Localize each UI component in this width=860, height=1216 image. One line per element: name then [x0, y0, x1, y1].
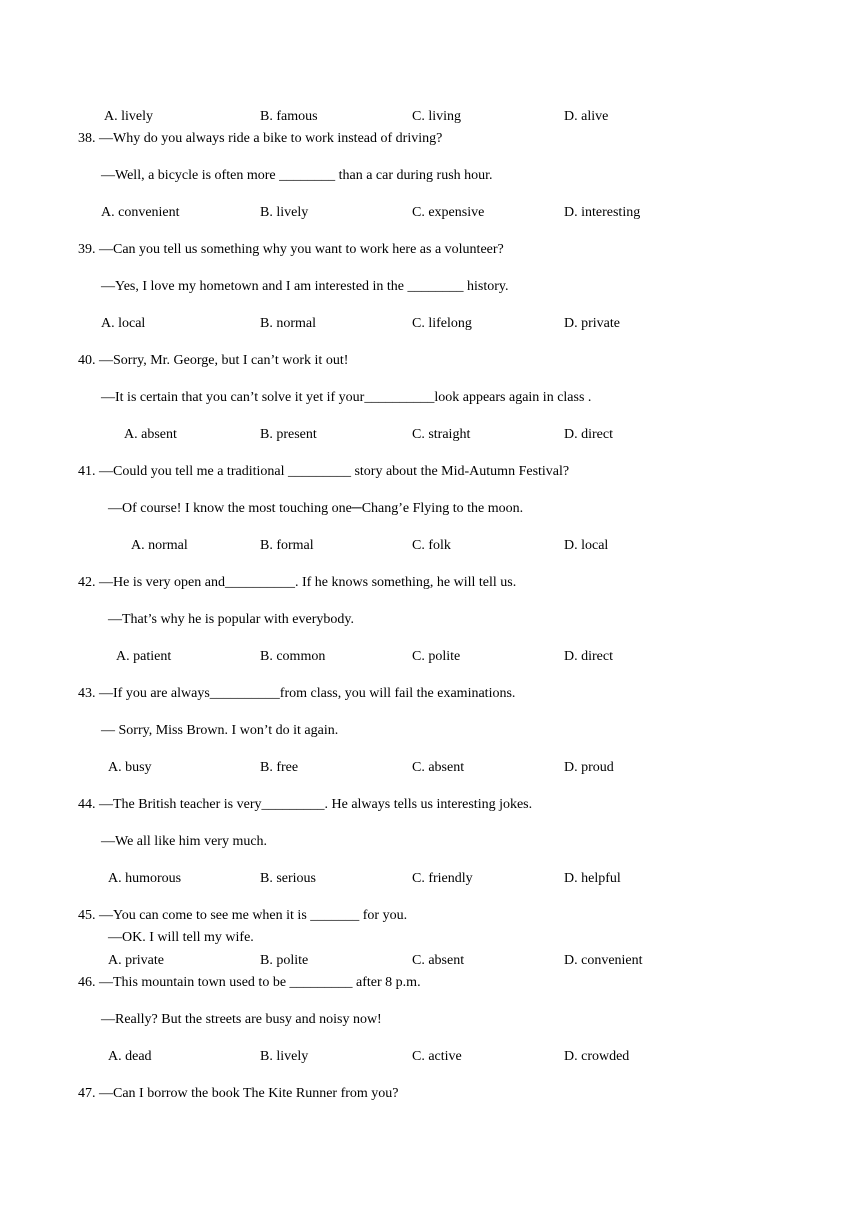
question-47-prompt: 47. —Can I borrow the book The Kite Runner from you?	[78, 1086, 399, 1101]
option-a: A. absent	[124, 427, 177, 442]
question-40-reply: —It is certain that you can’t solve it yet if your__________look appears again in class .	[101, 390, 592, 405]
option-b: B. normal	[260, 316, 316, 331]
option-b: B. polite	[260, 953, 309, 968]
option-c: C. living	[412, 109, 462, 124]
option-a: A. busy	[108, 760, 152, 775]
option-d: D. helpful	[564, 871, 621, 886]
option-c: C. absent	[412, 760, 465, 775]
option-c: C. expensive	[412, 205, 485, 220]
question-44-reply: —We all like him very much.	[101, 834, 268, 849]
option-c: C. straight	[412, 427, 471, 442]
option-b: B. free	[260, 760, 299, 775]
question-41-prompt: 41. —Could you tell me a traditional _________ story about the Mid-Autumn Festival?	[78, 464, 570, 479]
option-d: D. interesting	[564, 205, 641, 220]
option-a: A. normal	[131, 538, 188, 553]
option-a: A. private	[108, 953, 164, 968]
question-45-prompt: 45. —You can come to see me when it is _______ for you.	[78, 908, 408, 923]
option-d: D. alive	[564, 109, 609, 124]
question-38-prompt: 38. —Why do you always ride a bike to work instead of driving?	[78, 131, 443, 146]
option-d: D. private	[564, 316, 620, 331]
option-c: C. friendly	[412, 871, 473, 886]
option-b: B. common	[260, 649, 326, 664]
question-42-reply: —That’s why he is popular with everybody.	[108, 612, 354, 627]
option-c: C. lifelong	[412, 316, 472, 331]
option-b: B. present	[260, 427, 317, 442]
option-c: C. active	[412, 1049, 462, 1064]
question-46-reply: —Really? But the streets are busy and noisy now!	[101, 1012, 382, 1027]
question-41-reply: —Of course! I know the most touching one─Chang’e Flying to the moon.	[108, 501, 524, 516]
question-39-reply: —Yes, I love my hometown and I am interested in the ________ history.	[101, 279, 509, 294]
question-43-prompt: 43. —If you are always__________from class, you will fail the examinations.	[78, 686, 516, 701]
option-a: A. local	[101, 316, 146, 331]
question-43-reply: — Sorry, Miss Brown. I won’t do it again.	[101, 723, 339, 738]
option-b: B. lively	[260, 205, 309, 220]
question-42-prompt: 42. —He is very open and__________. If he knows something, he will tell us.	[78, 575, 517, 590]
question-39-prompt: 39. —Can you tell us something why you want to work here as a volunteer?	[78, 242, 504, 257]
option-d: D. local	[564, 538, 609, 553]
option-d: D. direct	[564, 649, 613, 664]
option-b: B. lively	[260, 1049, 309, 1064]
option-a: A. patient	[116, 649, 172, 664]
option-c: C. polite	[412, 649, 461, 664]
question-46-prompt: 46. —This mountain town used to be _________ after 8 p.m.	[78, 975, 421, 990]
question-40-prompt: 40. —Sorry, Mr. George, but I can’t work it out!	[78, 353, 349, 368]
option-a: A. dead	[108, 1049, 152, 1064]
question-38-reply: —Well, a bicycle is often more ________ than a car during rush hour.	[101, 168, 493, 183]
option-c: C. folk	[412, 538, 451, 553]
question-45-reply: —OK. I will tell my wife.	[108, 930, 254, 945]
option-b: B. serious	[260, 871, 316, 886]
option-b: B. famous	[260, 109, 318, 124]
option-b: B. formal	[260, 538, 314, 553]
option-d: D. convenient	[564, 953, 643, 968]
option-a: A. humorous	[108, 871, 182, 886]
option-d: D. crowded	[564, 1049, 630, 1064]
option-d: D. direct	[564, 427, 613, 442]
option-d: D. proud	[564, 760, 614, 775]
option-a: A. lively	[104, 109, 153, 124]
option-c: C. absent	[412, 953, 465, 968]
option-a: A. convenient	[101, 205, 180, 220]
question-44-prompt: 44. —The British teacher is very_________. He always tells us interesting jokes.	[78, 797, 533, 812]
